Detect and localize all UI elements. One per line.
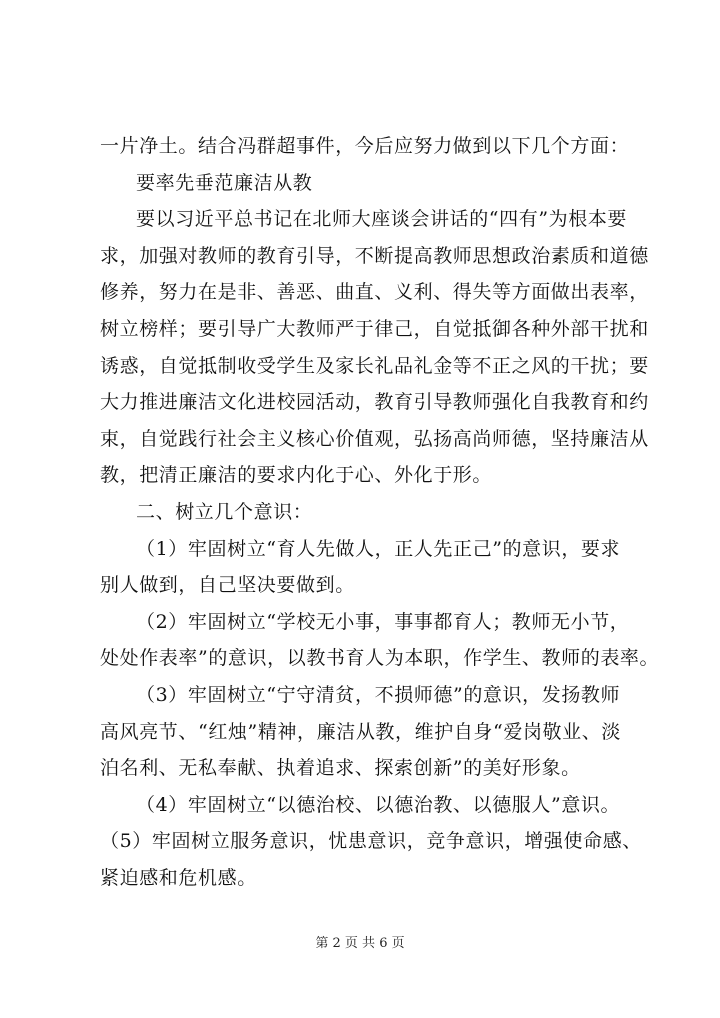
text-line: 诱惑，自觉抵制收受学生及家长礼品礼金等不正之风的干扰；要 <box>100 354 649 377</box>
text-line: 一片净土。结合冯群超事件，今后应努力做到以下几个方面： <box>100 135 630 157</box>
text-line: 树立榜样；要引导广大教师严于律己，自觉抵御各种外部干扰和 <box>100 317 649 340</box>
page-footer <box>0 932 720 951</box>
text-line: （3）牢固树立“宁守清贫，不损师德”的意识，发扬教师 <box>136 683 621 706</box>
section-heading: 要率先垂范廉洁从教 <box>136 171 313 194</box>
section-heading: 二、树立几个意识： <box>136 500 313 523</box>
text-line: 要以习近平总书记在北师大座谈会讲话的“四有”为根本要 <box>136 208 628 231</box>
text-line: 处处作表率”的意识，以教书育人为本职，作学生、教师的表率。 <box>100 647 660 670</box>
text-line: 高风亮节、“红烛”精神，廉洁从教，维护自身“爱岗敬业、淡 <box>100 720 621 743</box>
text-line: 教，把清正廉洁的要求内化于心、外化于形。 <box>100 464 493 487</box>
document-body <box>100 128 660 896</box>
text-line: 求，加强对教师的教育引导，不断提高教师思想政治素质和道德 <box>100 244 649 267</box>
text-line: （5）牢固树立服务意识，忧患意识，竞争意识，增强使命感、 <box>100 830 642 853</box>
text-line: 束，自觉践行社会主义核心价值观，弘扬高尚师德，坚持廉洁从 <box>100 427 649 450</box>
text-line: 修养，努力在是非、善恶、曲直、义利、得失等方面做出表率， <box>100 281 649 304</box>
text-line: 别人做到，自己坚决要做到。 <box>100 574 355 597</box>
text-line: （4）牢固树立“以德治校、以德治教、以德服人”意识。 <box>136 793 621 816</box>
page-number: 第 2 页 共 6 页 <box>315 936 405 951</box>
text-line: 紧迫感和危机感。 <box>100 866 257 889</box>
text-line: （2）牢固树立“学校无小事，事事都育人；教师无小节， <box>136 610 630 633</box>
text-line: 泊名利、无私奉献、执着追求、探索创新”的美好形象。 <box>100 757 581 780</box>
text-line: （1）牢固树立“育人先做人，正人先正己”的意识，要求 <box>136 537 621 560</box>
text-line: 大力推进廉洁文化进校园活动，教育引导教师强化自我教育和约 <box>100 391 649 414</box>
